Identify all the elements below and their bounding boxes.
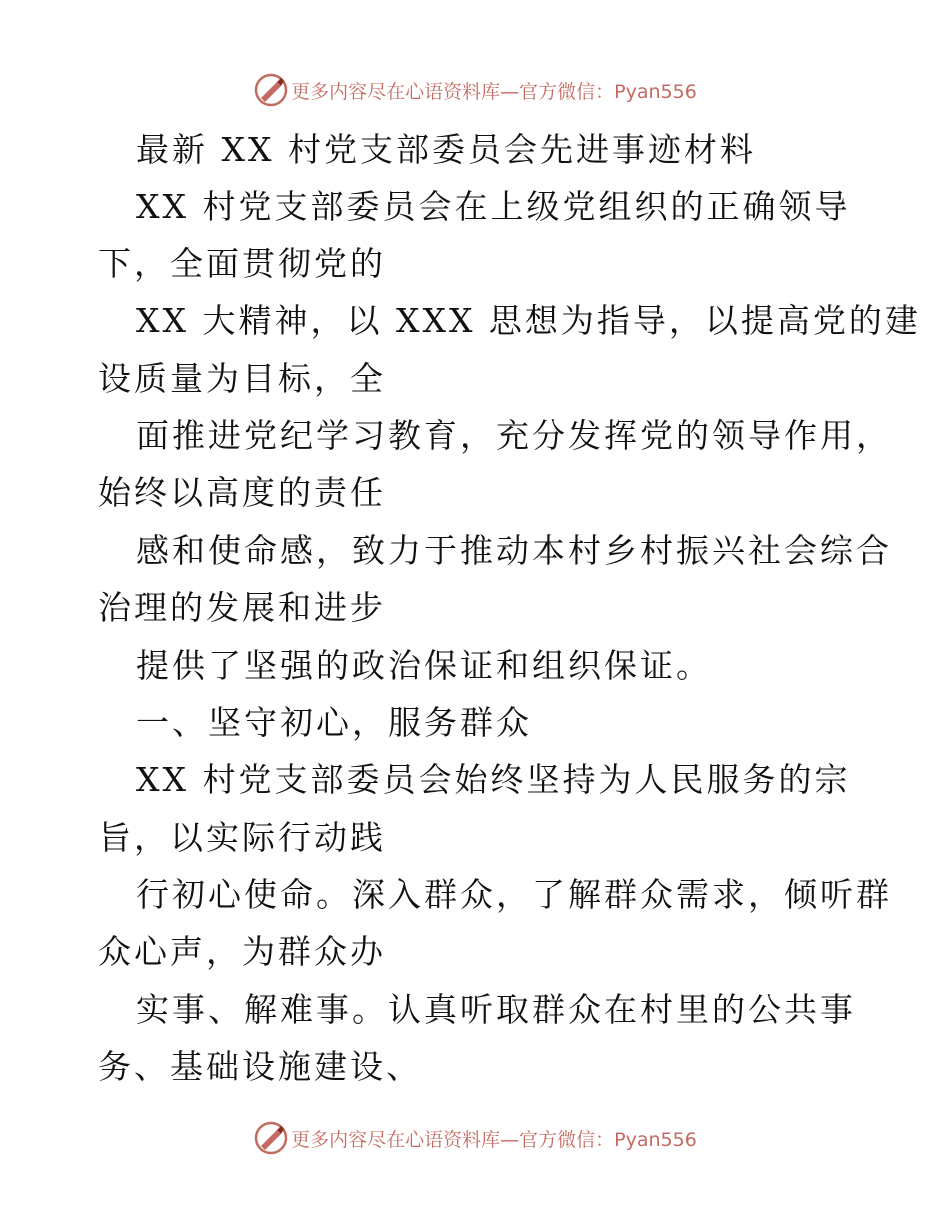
paragraph-line: 提供了坚强的政治保证和组织保证。: [136, 646, 712, 685]
paragraph-line: 旨，以实际行动践: [98, 818, 386, 857]
pen-logo-icon: [253, 72, 289, 108]
paragraph-line: 面推进党纪学习教育，充分发挥党的领导作用，: [136, 416, 892, 455]
paragraph-line: 感和使命感，致力于推动本村乡村振兴社会综合: [136, 531, 892, 570]
paragraph-line: 众心声，为群众办: [98, 932, 386, 971]
paragraph-line: 治理的发展和进步: [98, 588, 386, 627]
section-heading: 一、坚守初心，服务群众: [136, 703, 532, 742]
document-title: 最新 XX 村党支部委员会先进事迹材料: [136, 130, 756, 169]
watermark-text: 更多内容尽在心语资料库—官方微信：Pyan556: [291, 1128, 697, 1151]
paragraph-line: 务、基础设施建设、: [98, 1047, 422, 1086]
paragraph-line: 行初心使命。深入群众，了解群众需求，倾听群: [136, 875, 892, 914]
footer-watermark: [0, 1118, 950, 1158]
pen-logo-icon: [253, 1120, 289, 1156]
paragraph-line: XX 大精神，以 XXX 思想为指导，以提高党的建: [136, 301, 921, 340]
paragraph-line: XX 村党支部委员会在上级党组织的正确领导: [136, 187, 851, 226]
paragraph-line: 下，全面贯彻党的: [98, 244, 386, 283]
watermark-text: 更多内容尽在心语资料库—官方微信：Pyan556: [291, 80, 697, 103]
paragraph-line: XX 村党支部委员会始终坚持为人民服务的宗: [136, 760, 851, 799]
header-watermark: [0, 70, 950, 110]
paragraph-line: 设质量为目标，全: [98, 359, 386, 398]
paragraph-line: 实事、解难事。认真听取群众在村里的公共事: [136, 990, 856, 1029]
paragraph-line: 始终以高度的责任: [98, 473, 386, 512]
